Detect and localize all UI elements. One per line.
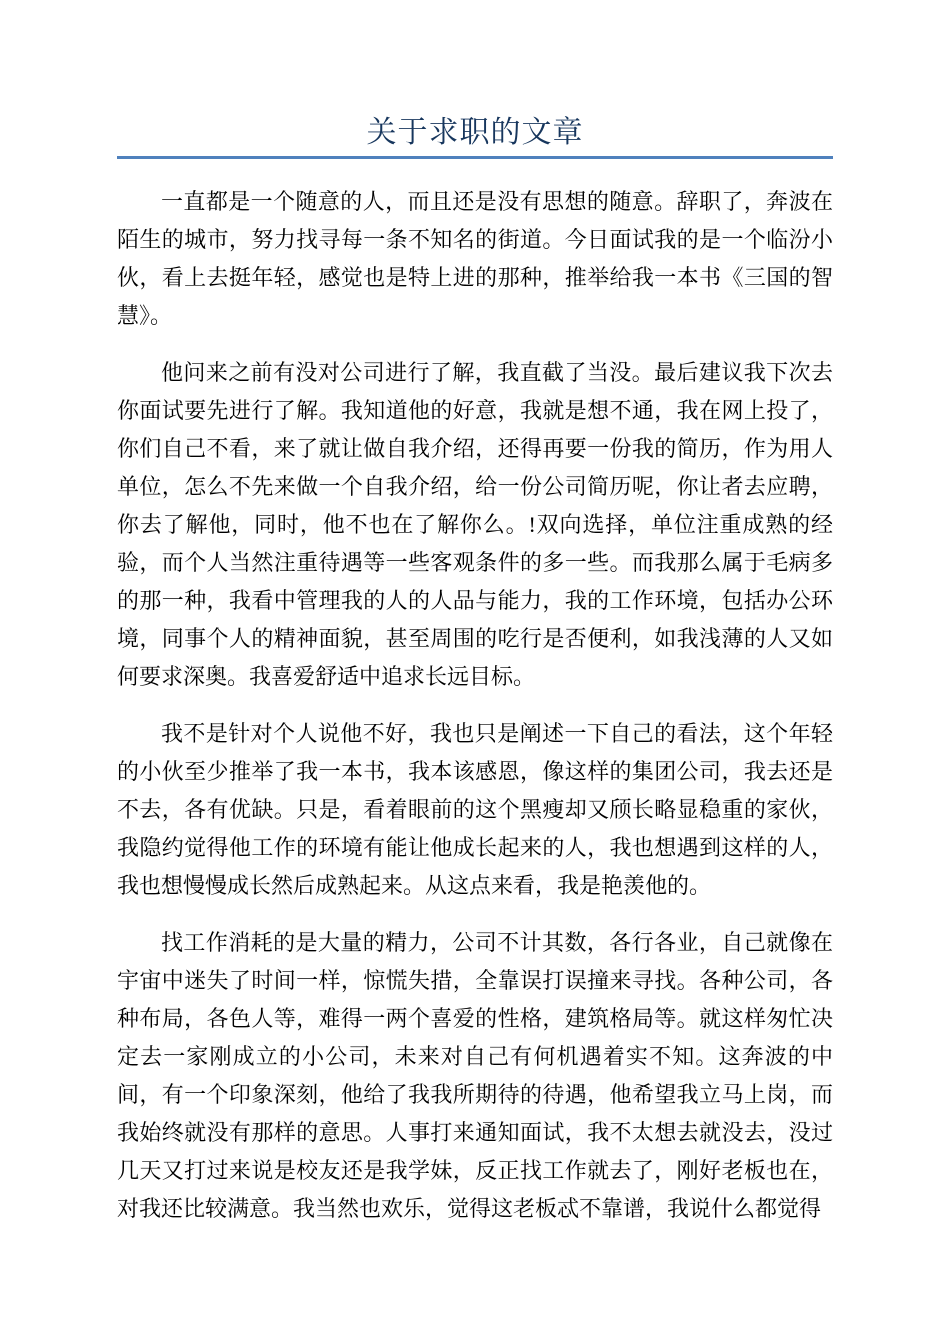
body-paragraph-3: 我不是针对个人说他不好，我也只是阐述一下自己的看法，这个年轻的小伙至少推举了我一本书，我本该感恩，像这样的集团公司，我去还是不去，各有优缺。只是，看着眼前的这个黑瘦却又颀长略显稳重的家伙，我隐约觉得他工作的环境有能让他成长起来的人，我也想遇到这样的人，我也想慢慢成长然后成熟起来。从这点来看，我是艳羡他的。 bbox=[117, 721, 833, 898]
body-paragraph-2: 他问来之前有没对公司进行了解，我直截了当没。最后建议我下次去你面试要先进行了解。我知道他的好意，我就是想不通，我在网上投了，你们自己不看，来了就让做自我介绍，还得再要一份我的简历，作为用人单位，怎么不先来做一个自我介绍，给一份公司简历呢，你让者去应聘，你去了解他，同时，他不也在了解你么。!双向选择，单位注重成熟的经验，而个人当然注重待遇等一些客观条件的多一些。而我那么属于毛病多的那一种，我看中管理我的人的人品与能力，我的工作环境，包括办公环境，同事个人的精神面貌，甚至周围的吃行是否便利，如我浅薄的人又如何要求深奥。我喜爱舒适中追求长远目标。 bbox=[117, 360, 833, 689]
document-title: 关于求职的文章 bbox=[366, 116, 584, 149]
body-paragraph-4: 找工作消耗的是大量的精力，公司不计其数，各行各业，自己就像在宇宙中迷失了时间一样，惊慌失措，全靠误打误撞来寻找。各种公司，各种布局，各色人等，难得一两个喜爱的性格，建筑格局等。就这样匆忙决定去一家刚成立的小公司，未来对自己有何机遇着实不知。这奔波的中间，有一个印象深刻，他给了我我所期待的待遇，他希望我立马上岗，而我始终就没有那样的意思。人事打来通知面试，我不太想去就没去，没过几天又打过来说是校友还是我学妹，反正找工作就去了，刚好老板也在，对我还比较满意。我当然也欢乐，觉得这老板忒不靠谱，我说什么都觉得 bbox=[117, 930, 833, 1221]
document-body bbox=[117, 183, 833, 1228]
document-header bbox=[117, 116, 833, 159]
body-paragraph-1: 一直都是一个随意的人，而且还是没有思想的随意。辞职了，奔波在陌生的城市，努力找寻每一条不知名的街道。今日面试我的是一个临汾小伙，看上去挺年轻，感觉也是特上进的那种，推举给我一本书《三国的智慧》。 bbox=[117, 189, 833, 328]
